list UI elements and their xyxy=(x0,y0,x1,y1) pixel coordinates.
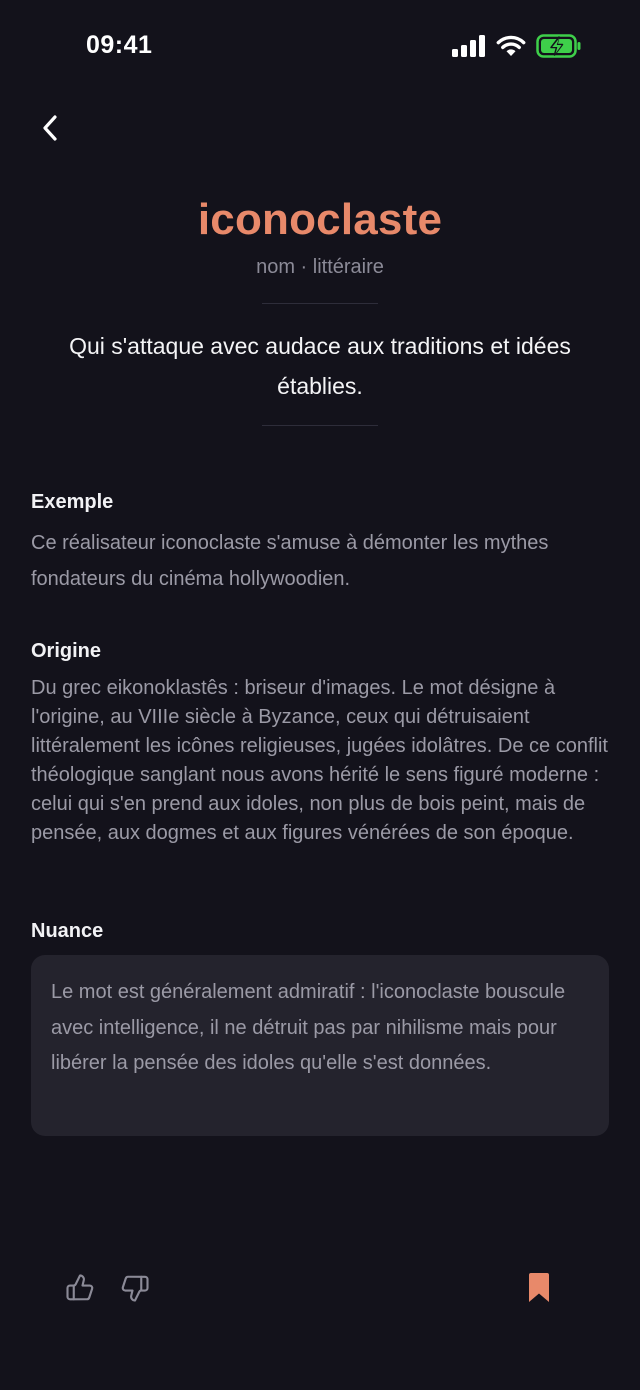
bookmark-button[interactable] xyxy=(517,1266,561,1310)
bookmark-icon xyxy=(527,1272,551,1304)
example-title: Exemple xyxy=(31,491,114,513)
example-text: Ce réalisateur iconoclaste s'amuse à démonter les mythes fondateurs du cinéma hollywoodien. xyxy=(31,532,549,590)
nuance-card xyxy=(31,955,609,1136)
thumbs-up-icon xyxy=(65,1273,95,1303)
thumbs-down-icon xyxy=(120,1273,150,1303)
wifi-icon xyxy=(496,35,526,57)
divider-top xyxy=(262,303,378,304)
battery-charging-icon xyxy=(536,34,582,58)
chevron-left-icon xyxy=(40,114,60,142)
definition: Qui s'attaque avec audace aux traditions et idées établies. xyxy=(69,333,571,399)
nuance-text: Le mot est généralement admiratif : l'iconoclaste bouscule avec intelligence, il ne détruit pas par nihilisme mais pour libérer la pensée des idoles qu'elle s'est données. xyxy=(51,981,566,1074)
origin-text: Du grec eikonoklastês : briseur d'images. Le mot désigne à l'origine, au VIIIe siècle à Byzance, ceux qui détruisaient littéralement les icônes religieuses, jugées idolâtres. De ce conflit théologique sanglant nous avons hérité le sens figuré moderne : celui qui s'en prend aux idoles, non plus de bois peint, mais de pensée, aux dogmes et aux figures vénérées de son époque. xyxy=(31,677,608,844)
dislike-button[interactable] xyxy=(113,1266,157,1310)
status-bar xyxy=(0,0,640,95)
signal-icon xyxy=(452,35,486,57)
divider-bottom xyxy=(262,425,378,426)
action-bar xyxy=(0,1260,640,1320)
word-meta: nom · littéraire xyxy=(256,256,384,278)
status-icons xyxy=(452,34,582,58)
like-button[interactable] xyxy=(58,1266,102,1310)
back-button[interactable] xyxy=(30,108,70,148)
word-title: iconoclaste xyxy=(197,195,443,244)
nuance-title: Nuance xyxy=(31,920,104,942)
status-time: 09:41 xyxy=(86,31,153,59)
origin-title: Origine xyxy=(31,640,102,662)
